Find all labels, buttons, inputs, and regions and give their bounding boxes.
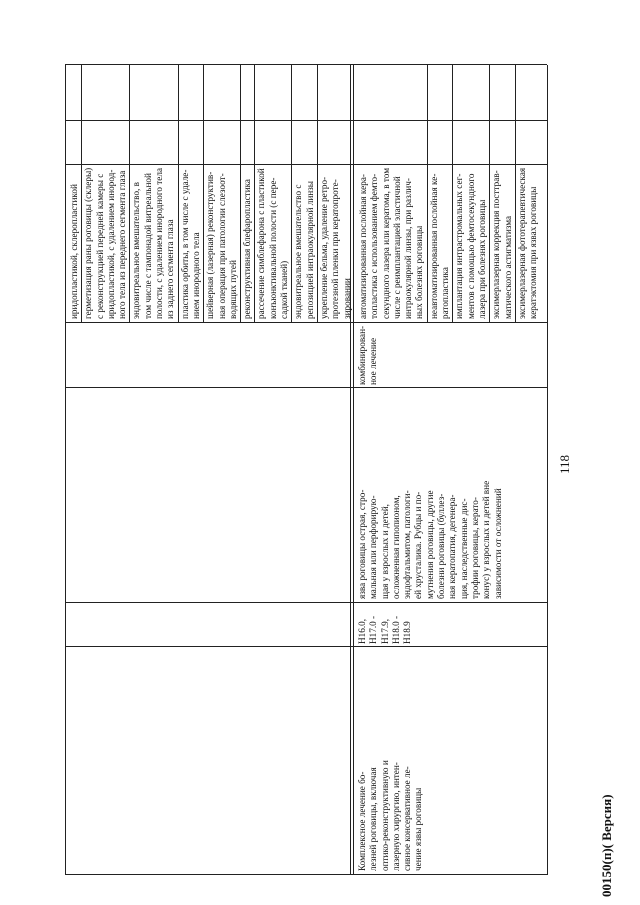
disease-model-line: эндофтальмитом, патологи-: [402, 490, 413, 599]
method-line: эксимерлазерная коррекция посттрав-: [491, 170, 502, 319]
method-item: [255, 65, 292, 323]
service-name-line: чение язвы роговицы: [413, 787, 424, 871]
method-line: секундного лазера или кератома, в том: [380, 167, 391, 319]
disease-model-line: зависимости от осложнений: [492, 488, 503, 599]
method-item: [516, 65, 541, 323]
method-line: рассечение симблефарона с пластикой: [256, 168, 267, 319]
method-line: матического астигматизма: [502, 215, 513, 319]
document-footer-id: 00150(п)( Версия): [599, 794, 614, 897]
method-line: герметизация раны роговицы (склеры): [83, 167, 94, 319]
method-line: полости, с удалением инородного тела: [154, 167, 165, 319]
method-line: иридопластикой, склеропластикой: [69, 184, 79, 319]
method-line: эндовитреальное вмешательство, в: [131, 182, 142, 319]
method-item: [453, 65, 490, 323]
method-line: ных болезнях роговицы: [414, 225, 425, 319]
service-name-line: сивное консервативное ле-: [402, 766, 413, 871]
method-line: репозицией интраокулярной линзы: [304, 181, 315, 319]
row-disease-cell: [355, 388, 545, 603]
method-line: нием инородного тела: [190, 232, 201, 319]
method-line: иридопластикой, с удалением инород-: [105, 169, 116, 319]
method-item: [241, 65, 255, 323]
method-line: шейверная (лазерная) реконструктив-: [205, 171, 216, 319]
row-codes-cell: [355, 603, 545, 647]
method-item: [292, 65, 318, 323]
disease-model-line: ция, наследственные дис-: [458, 498, 469, 599]
method-line: ратопластика: [440, 267, 451, 319]
disease-model-line: ная кератопатия, дегенера-: [447, 494, 458, 599]
method-item: [204, 65, 241, 323]
service-name-line: Комплексное лечение бо-: [357, 771, 367, 871]
disease-model-line: язва роговицы острая, стро-: [357, 489, 367, 599]
methods-top-cell: [66, 65, 350, 323]
disease-model-line: ей хрусталика. Рубцы и по-: [413, 491, 424, 599]
method-item: [130, 65, 178, 323]
service-name-line: лезней роговицы, включая: [368, 767, 379, 871]
method-line: кератэктомия при язвах роговицы: [528, 186, 539, 319]
method-line: ного тела из переднего сегмента глаза: [117, 170, 128, 319]
page-number: 118: [557, 454, 572, 474]
method-line: садкой тканей): [279, 260, 290, 319]
disease-model-line: конус) у взрослых и детей вне: [481, 480, 492, 599]
disease-model-line: мутнения роговицы, другие: [424, 490, 435, 599]
disease-model-line: осложненная гипопионом,: [390, 495, 401, 599]
method-item: [82, 65, 130, 323]
disease-model-line: трофии роговицы, керато-: [469, 497, 480, 599]
service-name-line: лазерную хирургию, интен-: [390, 762, 401, 871]
method-line: реконструктивная блефаропластика: [242, 178, 253, 319]
method-line: пластика орбиты, в том числе с удале-: [179, 169, 190, 319]
method-item: [357, 65, 428, 323]
method-line: зировании: [341, 278, 352, 319]
method-line: эксимерлазерная фототерапевтическая: [516, 167, 527, 319]
methods-bottom-cell: [355, 65, 545, 323]
method-item: [179, 65, 205, 323]
method-line: интраокулярной линзы, при различ-: [403, 178, 414, 319]
method-line: с реконструкцией передней камеры с: [94, 173, 105, 319]
icd-code-line: H17.9, H18.0 -: [379, 615, 401, 644]
method-line: водящих путей: [227, 260, 238, 319]
method-line: ная операция при патологии слезоот-: [216, 173, 227, 319]
disease-model-line: щая у взрослых и детей,: [379, 504, 390, 599]
method-line: неавтоматизированная послойная ке-: [428, 173, 439, 319]
row-name-cell: [355, 647, 545, 875]
method-item: [428, 65, 454, 323]
method-line: ментов с помощью фемтосекундного: [465, 173, 476, 319]
method-line: том числе с тампонадой витреальной: [142, 173, 153, 319]
method-line: числе с реимплантацией эластичной: [391, 176, 402, 319]
method-item: [68, 65, 82, 323]
method-line: конъюнктивальной полости (с пере-: [267, 177, 278, 319]
treatment-type-line: ное лечение: [368, 337, 379, 385]
method-line: укрепление бельма, удаление ретро-: [318, 176, 329, 319]
table-border-bottom: [547, 65, 548, 875]
method-line: протезной пленки при кератопроте-: [330, 179, 341, 319]
disease-model-line: мальная или перфорирую-: [368, 495, 379, 599]
method-line: топластика с использованием фемто-: [369, 173, 380, 319]
treatment-type-line: комбинирован-: [357, 325, 367, 385]
icd-code-line: H16.0, H17.0 -: [357, 615, 379, 644]
method-line: имплантация интрастромальных сег-: [454, 173, 465, 319]
method-line: эндовитреальное вмешательство с: [293, 184, 304, 319]
method-line: автоматизированная послойная кера-: [358, 174, 368, 319]
row-treatment-cell: [355, 323, 545, 388]
method-item: [318, 65, 354, 323]
method-line: из заднего сегмента глаза: [165, 219, 176, 319]
disease-model-line: болезни роговицы (буллез-: [436, 493, 447, 599]
method-line: лазера при болезнях роговицы: [476, 199, 487, 319]
service-name-line: оптико-реконструктивную и: [379, 760, 390, 871]
icd-code-line: H18.9: [402, 621, 413, 644]
method-item: [490, 65, 516, 323]
